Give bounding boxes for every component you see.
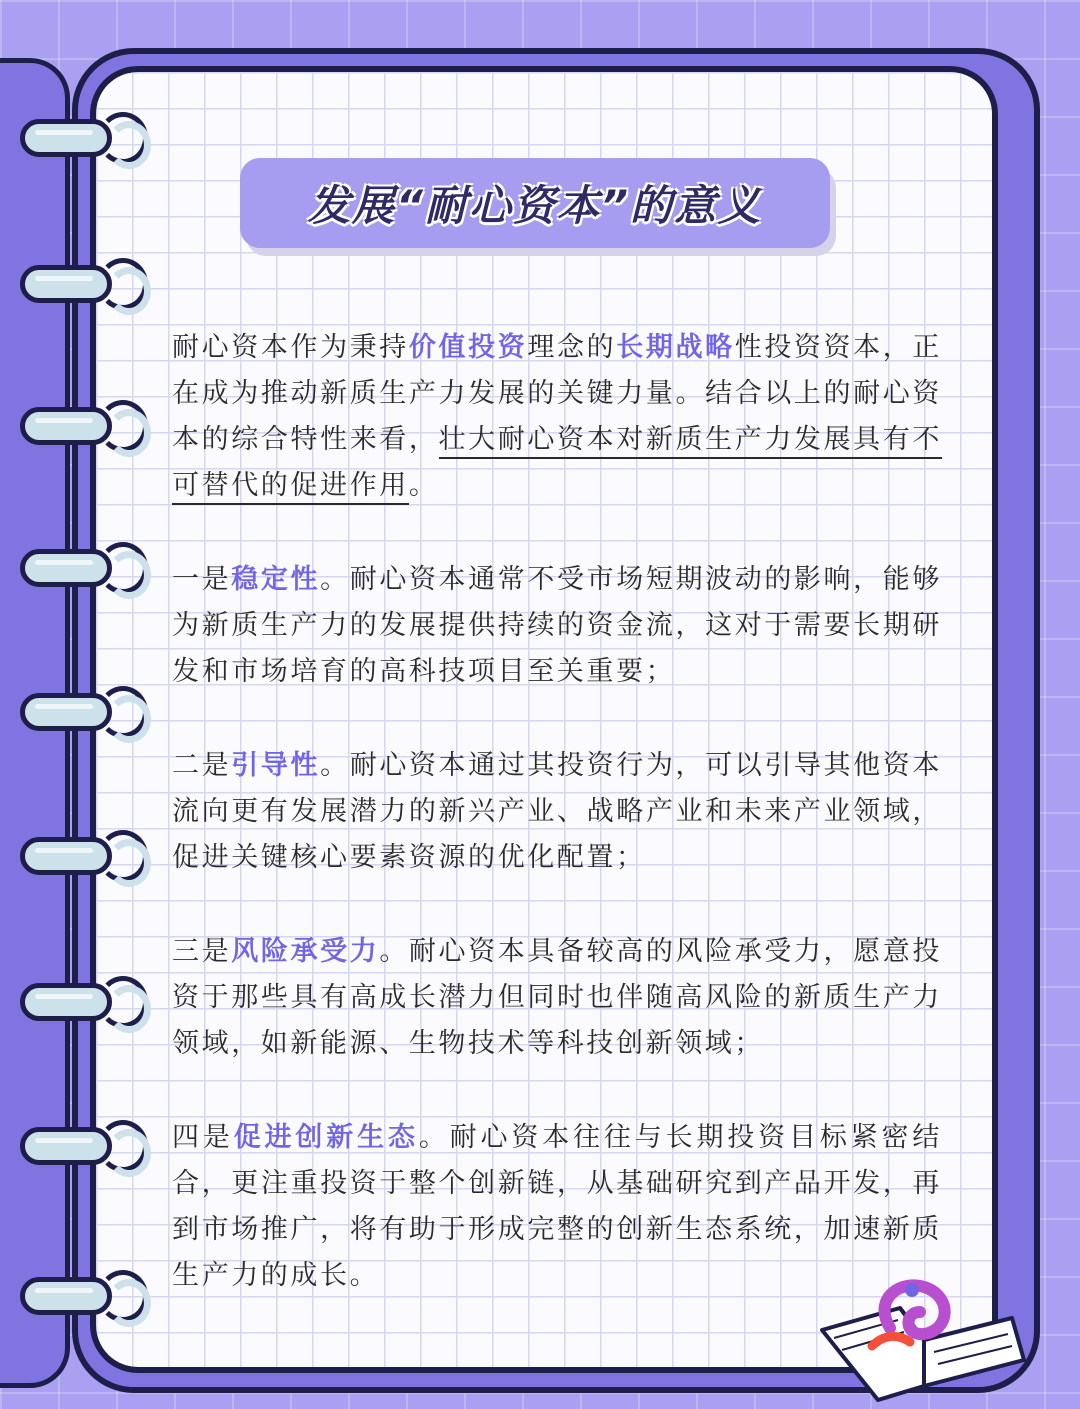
binder-ring [20, 549, 132, 587]
binder-ring [20, 1127, 132, 1165]
point-text: 。耐心资本通常不受市场短期波动的影响，能够为新质生产力的发展提供持续的资金流，这对于需要长期研发和市场培育的高科技项目至关重要； [172, 564, 942, 687]
highlight-keyword: 长期战略 [616, 332, 735, 363]
point-paragraph [172, 743, 942, 881]
underlined-statement: 壮大耐心资本对新质生产力发展具有不可替代的促进作用 [172, 424, 942, 505]
binder-ring [20, 265, 132, 303]
page-title: 发展“耐心资本”的意义 [307, 181, 763, 230]
point-text: 。耐心资本往往与长期投资目标紧密结合，更注重投资于整个创新链，从基础研究到产品开发，再到市场推广，将有助于形成完整的创新生态系统，加速新质生产力的成长。 [172, 1122, 943, 1291]
point-paragraph [172, 557, 942, 695]
point-paragraph [172, 929, 942, 1067]
point-keyword: 引导性 [231, 750, 321, 781]
intro-text: 性投资资本，正在成为推动新质生产力发展的关键力量。结合以上的耐心资本的综合特性来看， [172, 332, 942, 455]
binder-ring [20, 837, 132, 875]
point-prefix: 三是 [172, 936, 232, 967]
point-prefix: 一是 [172, 564, 232, 595]
intro-paragraph [172, 325, 942, 509]
point-prefix: 二是 [172, 750, 232, 781]
point-prefix: 四是 [172, 1122, 234, 1153]
point-keyword: 风险承受力 [231, 936, 380, 967]
binder-ring [20, 1277, 132, 1315]
highlight-keyword: 价值投资 [408, 332, 528, 363]
intro-text: 耐心资本作为秉持 [172, 332, 409, 363]
binder-ring [20, 119, 132, 157]
binder-ring [20, 407, 132, 445]
open-book-logo-icon [812, 1268, 1032, 1403]
title-banner [240, 158, 830, 248]
intro-text: 理念的 [527, 332, 617, 363]
point-text: 。耐心资本具备较高的风险承受力，愿意投资于那些具有高成长潜力但同时也伴随高风险的新质生产力领域，如新能源、生物技术等科技创新领域； [172, 936, 942, 1059]
intro-text: 。 [408, 470, 439, 501]
binder-ring [20, 983, 132, 1021]
point-keyword: 促进创新生态 [233, 1122, 419, 1153]
binder-ring [20, 693, 132, 731]
point-text: 。耐心资本通过其投资行为，可以引导其他资本流向更有发展潜力的新兴产业、战略产业和未来产业领域，促进关键核心要素资源的优化配置； [172, 750, 942, 873]
point-keyword: 稳定性 [231, 564, 321, 595]
article-body [172, 325, 942, 1347]
